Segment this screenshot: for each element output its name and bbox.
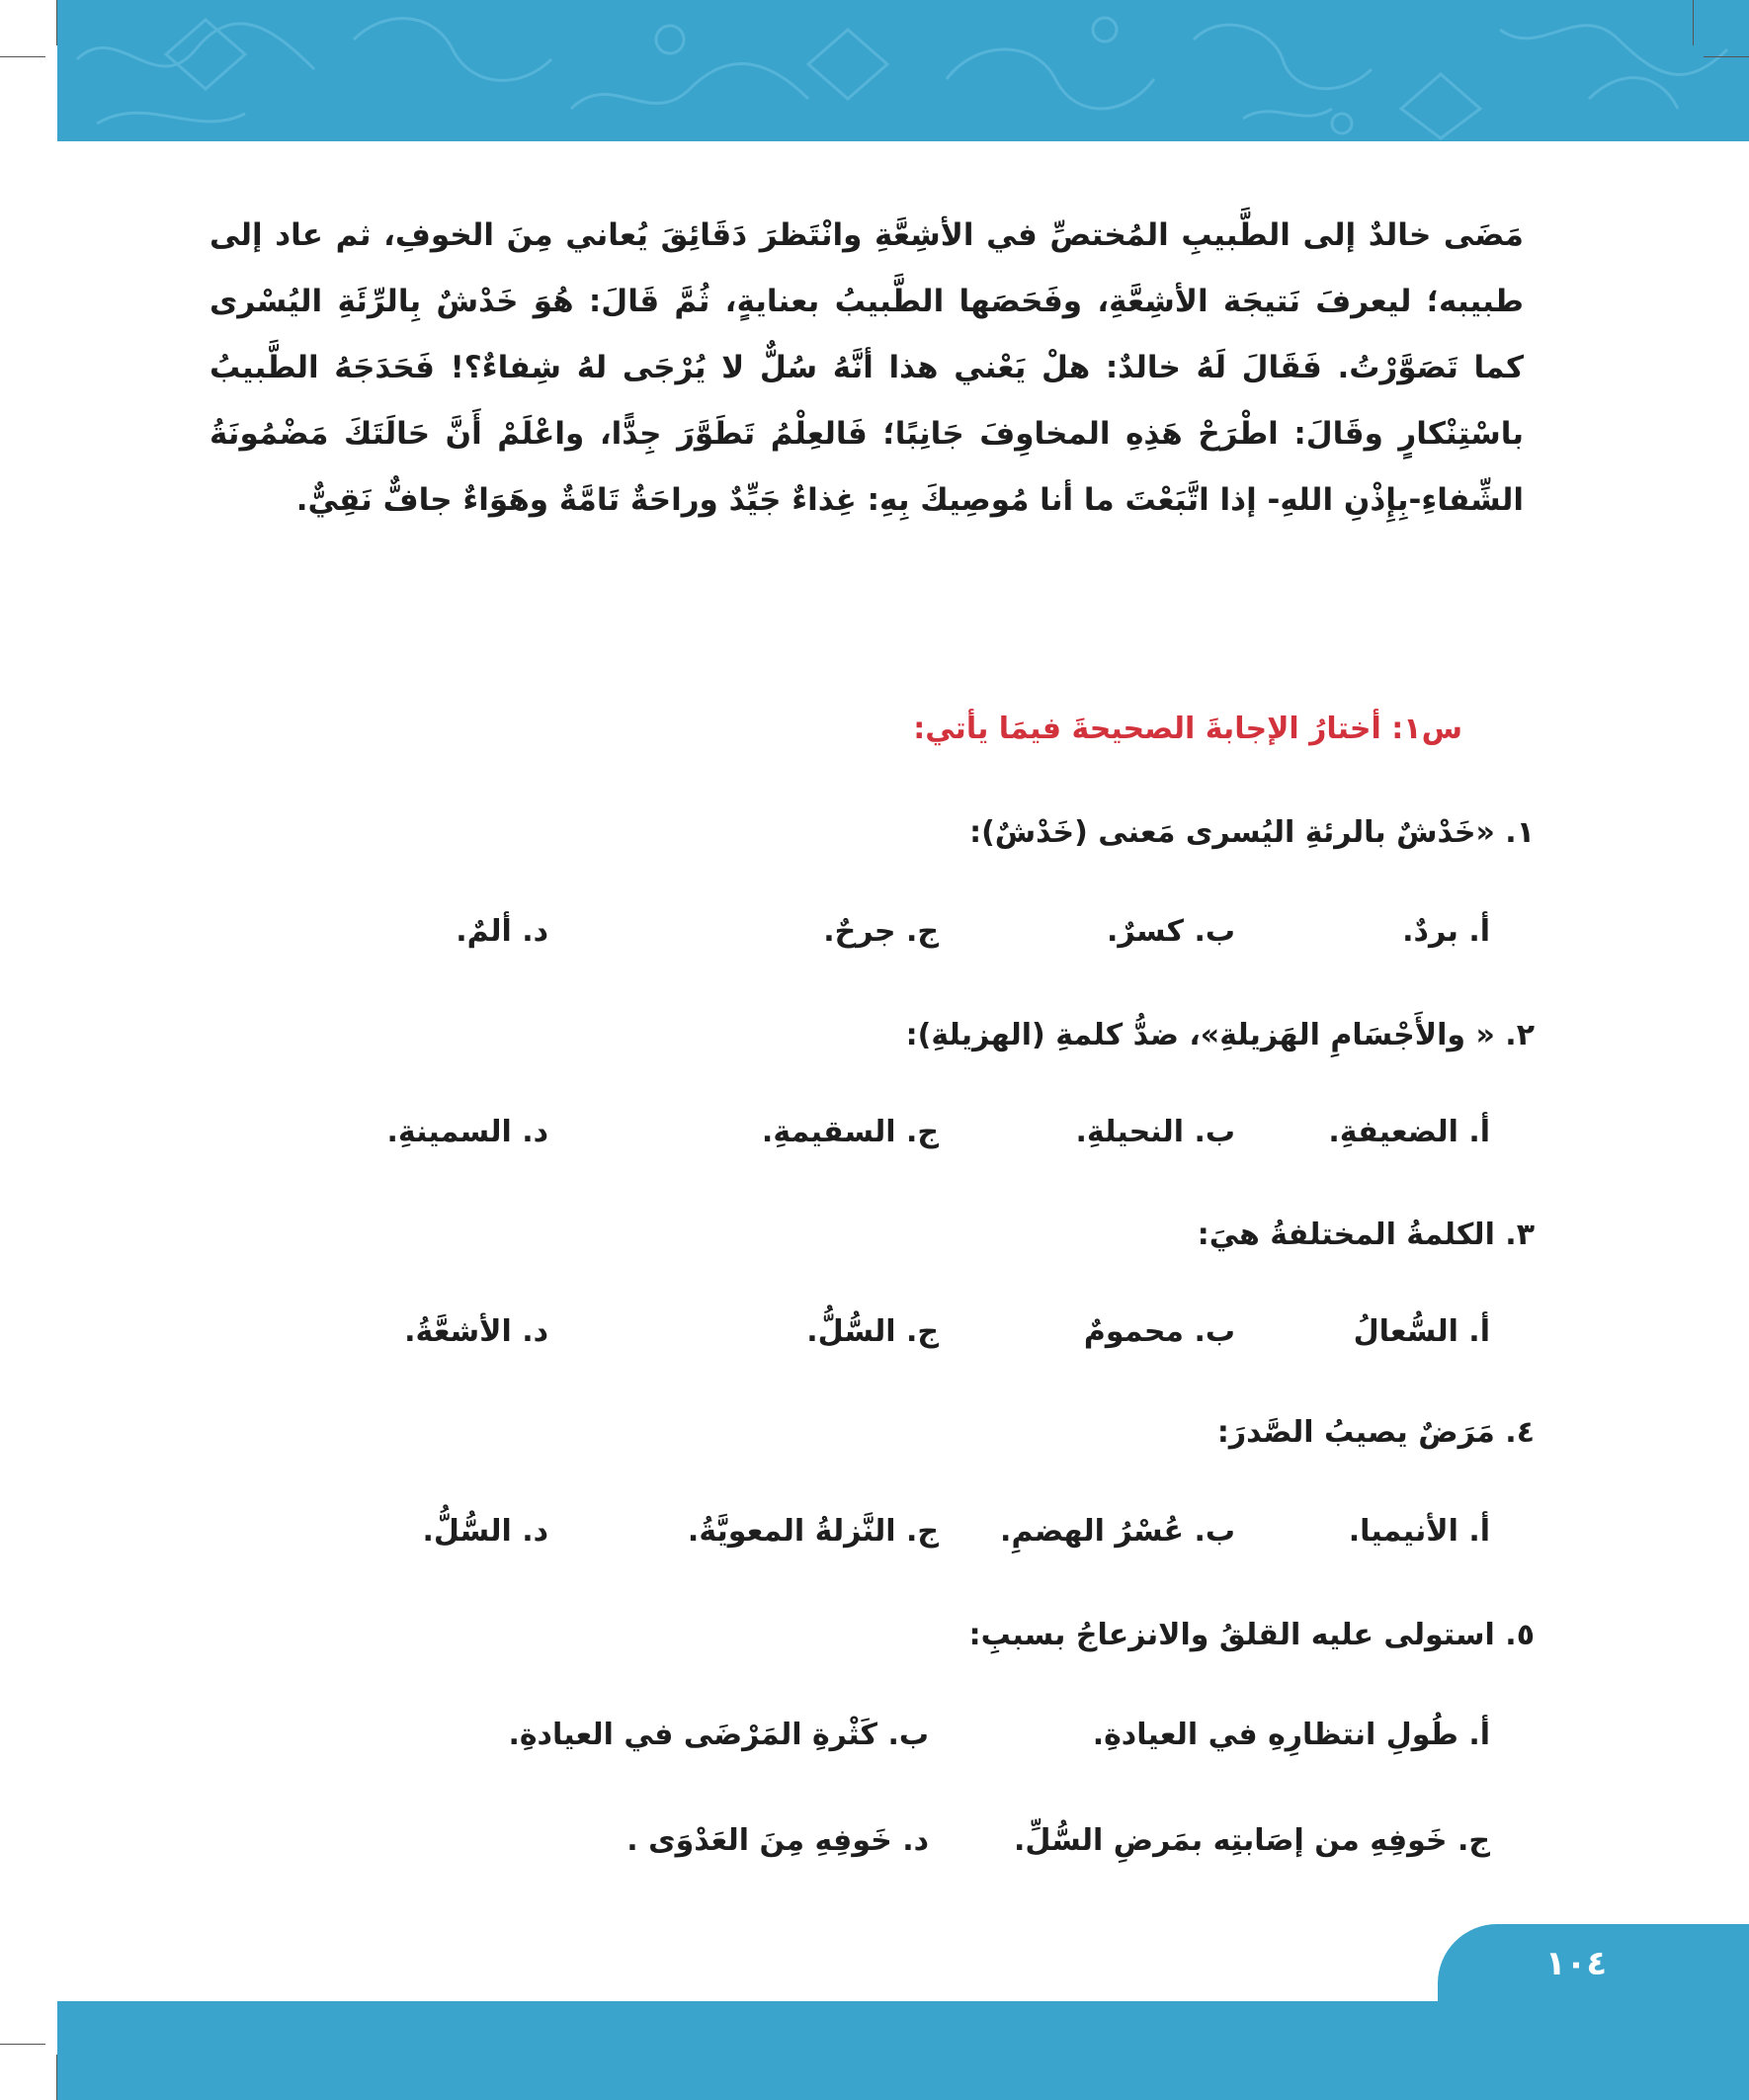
option-1-c[interactable]: ج. جرحٌ. [823,914,939,949]
crop-mark [0,2044,45,2045]
option-1-b[interactable]: ب. كسرٌ. [1106,914,1235,949]
question-title: س١: أختارُ الإجابةَ الصحيحةَ فيمَا يأتي: [913,712,1462,746]
question-stem-4: ٤. مَرَضٌ يصيبُ الصَّدرَ: [1216,1415,1535,1450]
option-2-d[interactable]: د. السمينةِ. [386,1115,548,1149]
option-1-a[interactable]: أ. بردٌ. [1402,914,1490,949]
question-stem-2: ٢. « والأَجْسَامِ الهَزيلةِ»، ضدُّ كلمةِ (الهزيلةِ): [905,1018,1535,1052]
option-3-a[interactable]: أ. السُّعالُ [1353,1314,1490,1349]
crop-mark [1704,56,1749,57]
option-5-d[interactable]: د. خَوفِهِ مِنَ العَدْوَى . [626,1823,929,1858]
footer-band [57,2001,1749,2100]
option-5-c[interactable]: ج. خَوفِهِ من إصَابتِه بمَرضِ السُّلِّ. [1014,1823,1490,1858]
option-3-c[interactable]: ج. السُّلُّ. [806,1314,939,1349]
question-stem-3: ٣. الكلمةُ المختلفةُ هيَ: [1197,1218,1535,1252]
option-3-b[interactable]: ب. محمومٌ [1083,1314,1235,1349]
crop-mark [56,0,57,45]
option-4-b[interactable]: ب. عُسْرُ الهضمِ. [1000,1514,1235,1549]
option-1-d[interactable]: د. ألمٌ. [456,914,548,949]
option-4-a[interactable]: أ. الأنيميا. [1348,1514,1490,1549]
crop-mark [0,56,45,57]
question-stem-1: ١. «خَدْشٌ بالرئةِ اليُسرى مَعنى (خَدْشٌ): [969,815,1535,850]
option-2-b[interactable]: ب. النحيلةِ. [1075,1115,1235,1149]
question-stem-5: ٥. استولى عليه القلقُ والانزعاجُ بسببِ: [968,1618,1535,1652]
reading-passage: مَضَى خالدٌ إلى الطَّبيبِ المُختصِّ في الأشِعَّةِ وانْتَظرَ دَقَائِقَ يُعاني مِنَ الخوفِ، ثم عاد إلى طبيبه؛ ليعرفَ نَتيجَة الأشِعَّةِ، وفَحَصَها الطَّبيبُ بعنايةٍ، ثُمَّ قَالَ: هُوَ خَدْشٌ بِالرِّئَةِ اليُسْرى كما تَصَوَّرْتُ. فَقَالَ لَهُ خالدٌ: هلْ يَعْني هذا أنَّهُ سُلٌّ لا يُرْجَى لهُ شِفاءٌ؟! فَحَدَجَهُ الطَّبيبُ باسْتِنْكارٍ وقَالَ: اطْرَحْ هَذِهِ المخاوِفَ جَانِبًا؛ فَالعِلْمُ تَطَوَّرَ جِدًّا، واعْلَمْ أَنَّ حَالَتَكَ مَضْمُونَةُ الشِّفاءِ-بِإِذْنِ اللهِ- إذا اتَّبَعْتَ ما أنا مُوصِيكَ بِهِ: غِذاءٌ جَيِّدٌ وراحَةٌ تَامَّةٌ وهَوَاءٌ جافٌّ نَقِيٌّ. [209,217,1524,518]
option-2-a[interactable]: أ. الضعيفةِ. [1328,1115,1490,1149]
option-4-c[interactable]: ج. النَّزلةُ المعويَّةُ. [687,1514,939,1549]
header-band [57,0,1749,141]
option-5-b[interactable]: ب. كَثْرةِ المَرْضَى في العيادةِ. [508,1718,929,1752]
page-number: ١٠٤ [1544,1944,1608,1983]
arabic-calligraphy-pattern-icon [57,0,1749,141]
option-3-d[interactable]: د. الأشعَّةُ. [404,1314,548,1349]
option-4-d[interactable]: د. السُّلُّ. [422,1514,548,1549]
crop-mark [1693,0,1694,45]
option-2-c[interactable]: ج. السقيمةِ. [761,1115,939,1149]
option-5-a[interactable]: أ. طُولِ انتظارِهِ في العيادةِ. [1092,1718,1490,1752]
